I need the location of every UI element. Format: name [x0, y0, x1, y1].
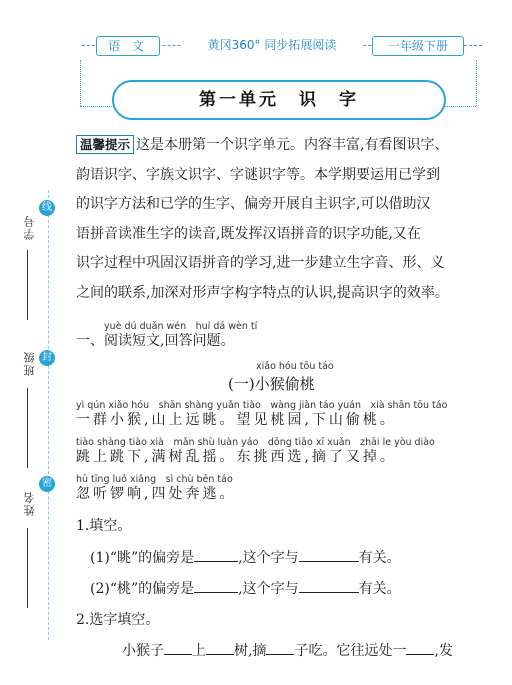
intro-line: 韵语识字、字族文识字、字谜识字等。本学期要运用已学到 [76, 166, 440, 183]
student-id-line [27, 250, 28, 320]
seal-xian: 线 [39, 200, 55, 216]
binding-strip [23, 190, 68, 650]
story-title: (一)小猴偷桃 [228, 375, 315, 393]
series-title: 黄冈360° 同步拓展阅读 [182, 36, 362, 54]
intro-line: 语拼音读准生字的读音,既发挥汉语拼音的识字功能,又在 [76, 225, 421, 242]
class-label: 班级 [23, 350, 36, 376]
section-pinyin: yuè dú duǎn wén huí dá wèn tí [104, 321, 258, 332]
seal-feng: 封 [39, 350, 55, 366]
story-line: 跳上跳下,满树乱摇。东挑西选,摘了又掉。 [76, 449, 397, 465]
story-pinyin: tiào shàng tiào xià mǎn shù luàn yáo dōng tiāo xī xuǎn zhāi le yòu diào [76, 437, 435, 448]
answer-blank[interactable] [266, 654, 294, 655]
intro-paragraph [76, 131, 486, 308]
grade-badge: 一年级下册 [372, 36, 464, 56]
story-pinyin: hū tīng luó xiǎng sì chù bēn táo [76, 474, 233, 485]
question-1-item: (2)“桃”的偏旁是 ,这个字与 有关。 [90, 581, 401, 597]
story-line: 忽听锣响,四处奔逃。 [76, 486, 237, 502]
binding-dashed-line [48, 190, 49, 640]
section-title: 一、阅读短文,回答问题。 [76, 333, 235, 349]
question-1-title: 1.填空。 [76, 518, 132, 534]
subject-badge: 语 文 [96, 36, 160, 56]
story-title-pinyin: xiǎo hóu tōu táo [256, 361, 334, 372]
answer-blank[interactable] [194, 592, 238, 593]
banner-frame-left [80, 60, 81, 106]
question-2-title: 2.选字填空。 [76, 612, 160, 628]
answer-blank[interactable] [299, 561, 359, 562]
answer-blank[interactable] [299, 592, 359, 593]
tip-badge: 温馨提示 [76, 135, 134, 154]
intro-line: 之间的联系,加深对形声字构字特点的认识,提高识字的效率。 [76, 284, 449, 301]
student-id-label: 学号 [23, 214, 36, 240]
intro-line: 温馨提示 这是本册第一个识字单元。内容丰富,有看图识字、 [76, 131, 486, 161]
answer-blank[interactable] [206, 654, 234, 655]
answer-blank[interactable] [194, 561, 238, 562]
page-header [82, 36, 482, 56]
question-1-item: (1)“眺”的偏旁是 ,这个字与 有关。 [90, 550, 401, 566]
seal-mi: 密 [39, 476, 55, 492]
class-line [27, 388, 28, 468]
name-label: 姓名 [23, 490, 36, 516]
answer-blank[interactable] [406, 654, 434, 655]
unit-title: 第一单元 识 字 [112, 80, 446, 120]
banner-frame-right [476, 60, 477, 106]
question-2-sentence: 小猴子 上 树,摘 子吃。它往远处一 ,发 [122, 643, 453, 659]
name-line [27, 528, 28, 608]
intro-line: 识字过程中巩固汉语拼音的学习,进一步建立生字音、形、义 [76, 255, 445, 271]
intro-line: 的识字方法和已学的生字、偏旁开展自主识字,可以借助汉 [76, 196, 431, 212]
answer-blank[interactable] [164, 654, 192, 655]
story-line: 一群小猴,山上远眺。望见桃园,下山偷桃。 [76, 412, 397, 428]
story-pinyin: yì qún xiǎo hóu shān shàng yuǎn tiào wàng jiàn táo yuán xià shān tōu táo [76, 400, 448, 411]
